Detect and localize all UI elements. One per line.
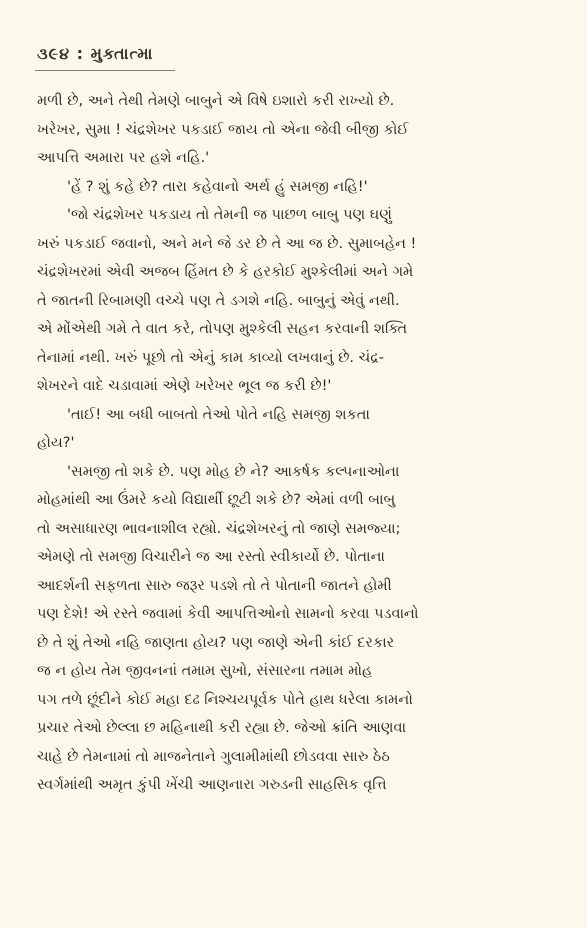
- text-line: પ્રચાર તેઓ છેલ્લા છ મહિનાથી કરી રહ્યા છે. જેઓ ક્રાંતિ આણવા: [37, 720, 407, 736]
- text-line: મોહમાંથી આ ઉંમરે કયો વિદ્યાર્થી છૂટી શકે છે? એમાં વળી બાબુ: [37, 492, 396, 508]
- text-line: તે જાતની રિબામણી વચ્ચે પણ તે ડગશે નહિ. બાબુનું એવું નથી.: [37, 292, 400, 309]
- text-line: આપત્તિ અમારા પર હશે નહિ.': [37, 150, 210, 166]
- text-line: તેનામાં નથી. ખરું પૂછો તો એનું કામ કાવ્યો લખવાનું છે. ચંદ્ર-: [37, 349, 385, 366]
- text-line: 'જો ચંદ્રશેખર પકડાય તો તેમની જ પાછળ બાબુ પણ ઘણું: [67, 207, 392, 223]
- text-line: એમણે તો સમજી વિચારીને જ આ રસ્તો સ્વીકાર્યો છે. પોતાના: [37, 549, 385, 565]
- book-title: મુક્તાત્મા: [90, 44, 154, 63]
- text-line: મળી છે, અને તેથી તેમણે બાબુને એ વિષે ઇશારો કરી રાખ્યો છે.: [37, 93, 395, 109]
- running-header: [37, 44, 153, 64]
- page-number: ૩૯૪: [37, 44, 71, 63]
- header-separator: :: [76, 44, 85, 63]
- text-line: એ મોંએથી ગમે તે વાત કરે, તોપણ મુશ્કેલી સહન કરવાની શક્તિ: [37, 321, 408, 337]
- body-text: [37, 87, 552, 800]
- text-line: 'હેં ? શું કહે છે? તારા કહેવાનો અર્થ હું સમજી નહિ!': [67, 178, 368, 195]
- text-line: હોય?': [37, 435, 75, 451]
- text-line: ચાહે છે તેમનામાં તો માજનેતાને ગુલામીમાંથી છોડવવા સારુ ઠેઠ: [37, 748, 390, 765]
- text-line: પગ તળે છૂંદીને કોઈ મહા દઢ નિશ્ચયપૂર્વક પોતે હાથ ધરેલા કામનો: [37, 691, 413, 708]
- text-line: શેખરને વાદે ચડાવામાં એણે ખરેખર ભૂલ જ કરી છે!': [37, 378, 332, 394]
- text-line: સ્વર્ગમાંથી અમૃત કુંપી ખેંચી આણનારા ગરુડની સાહસિક વૃત્તિ: [37, 777, 387, 793]
- text-line: ચંદ્રશેખરમાં એવી અજબ હિંમત છે કે હરકોઈ મુશ્કેલીમાં અને ગમે: [37, 264, 414, 280]
- text-line: 'સમજી તો શકે છે. પણ મોહ છે ને? આકર્ષક કલ્પનાઓના: [67, 463, 400, 480]
- text-line: 'તાઈ! આ બધી બાબતો તેઓ પોતે નહિ સમજી શકતા: [67, 406, 370, 423]
- text-line: તો અસાધારણ ભાવનાશીલ રહ્યો. ચંદ્રશેખરનું તો જાણે સમજ્યા;: [37, 520, 401, 537]
- text-line: પણ દેશે! એ રસ્તે જવામાં કેવી આપત્તિઓનો સામનો કરવા પડવાનો: [37, 606, 419, 622]
- text-line: છે તે શું તેઓ નહિ જાણતા હોય? પણ જાણે એની કાંઈ દરકાર: [37, 634, 395, 651]
- text-line: ખરું પકડાઈ જવાનો, અને મને જે ડર છે તે આ જ છે. સુમાબહેન !: [37, 235, 417, 252]
- text-line: જ ન હોય તેમ જીવનનાં તમામ સુખો, સંસારના તમામ મોહ: [37, 663, 373, 679]
- text-line: આદર્શની સફળતા સારુ જરૂર પડશે તો તે પોતાની જાતને હોમી: [37, 577, 392, 594]
- text-line: ખરેખર, સુમા ! ચંદ્રશેખર પકડાઈ જાય તો એના જેવી બીજી કોઈ: [37, 121, 409, 138]
- header-rule: [35, 70, 175, 72]
